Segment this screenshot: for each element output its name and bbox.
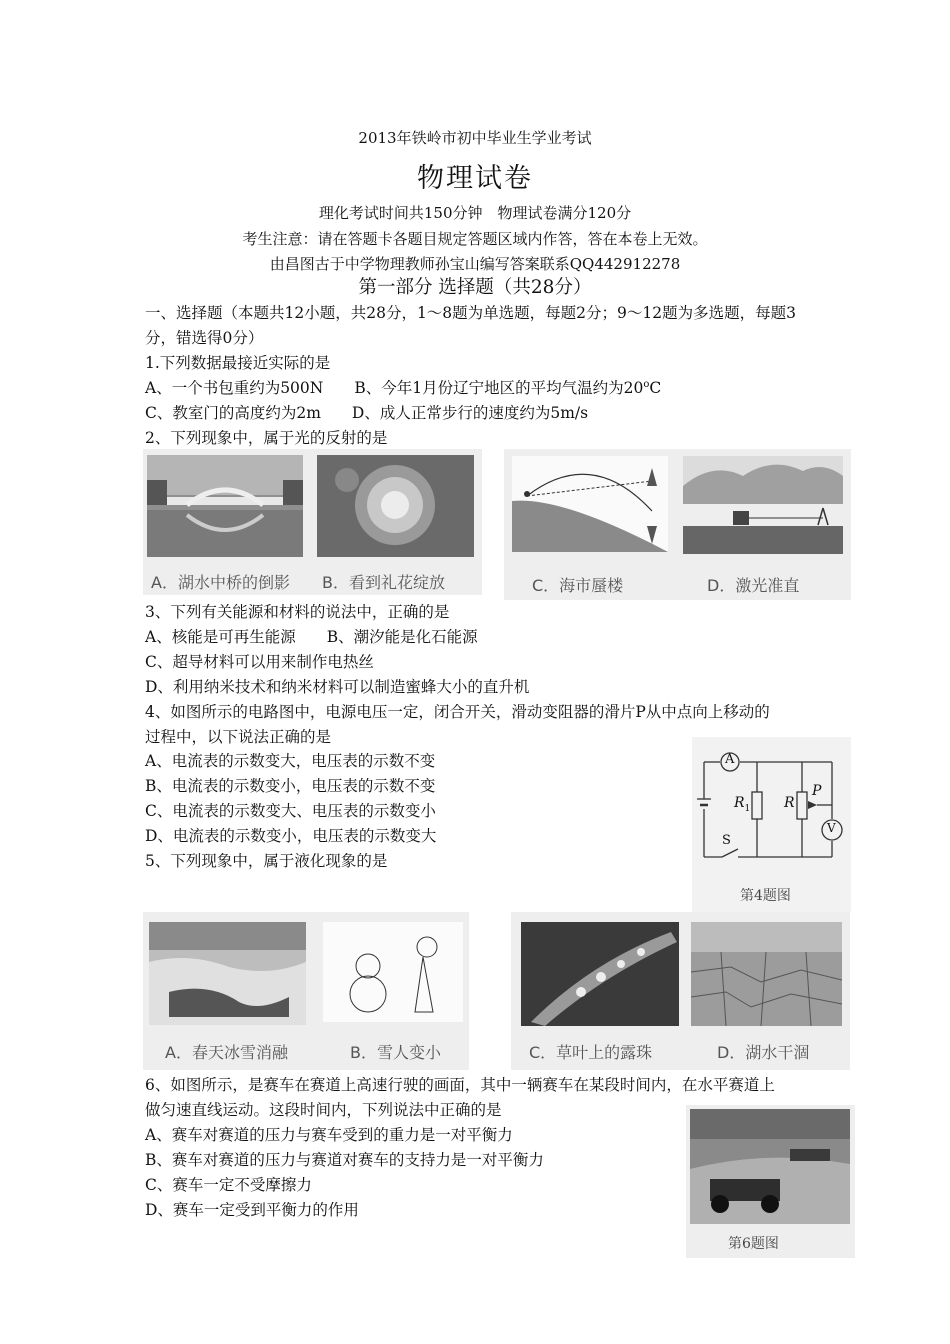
q6-option-b: B、赛车对赛道的压力与赛道对赛车的支持力是一对平衡力 [145, 1151, 544, 1169]
q4-circuit-figure [692, 737, 851, 912]
q3-stem: 3、下列有关能源和材料的说法中，正确的是 [145, 603, 450, 621]
q4-stem-1: 4、如图所示的电路图中，电源电压一定，闭合开关，滑动变阻器的滑片P从中点向上移动的 [145, 703, 770, 721]
q6-stem-2: 做匀速直线运动。这段时间内，下列说法中正确的是 [145, 1101, 502, 1119]
notice: 考生注意：请在答题卡各题目规定答题区域内作答，答在本卷上无效。 [242, 230, 708, 248]
q1-stem: 1.下列数据最接近实际的是 [145, 354, 331, 372]
q4-option-c: C、电流表的示数变大、电压表的示数变小 [145, 802, 436, 820]
fireworks-photo [317, 455, 474, 557]
snowman-drawing [323, 922, 463, 1022]
q2-figure-cd [504, 449, 851, 600]
q4-option-b: B、电流表的示数变小，电压表的示数不变 [145, 777, 436, 795]
r-label: R [784, 795, 795, 811]
q2-stem: 2、下列现象中，属于光的反射的是 [145, 429, 388, 447]
q2-caption-a: A．湖水中桥的倒影 [151, 573, 290, 592]
q4-option-a: A、电流表的示数变大，电压表的示数不变 [145, 752, 436, 770]
q2-caption-c: C．海市蜃楼 [532, 576, 624, 595]
q6-stem-1: 6、如图所示，是赛车在赛道上高速行驶的画面，其中一辆赛车在某段时间内，在水平赛道上 [145, 1076, 775, 1094]
q4-figure-caption: 第4题图 [740, 888, 791, 904]
q1-options-row2: C、教室门的高度约为2m D、成人正常步行的速度约为5m/s [145, 404, 589, 422]
q5-caption-d: D．湖水干涸 [717, 1043, 810, 1062]
q1-options-row1: A、一个书包重约为500N B、今年1月份辽宁地区的平均气温约为20$^o$C [145, 378, 662, 397]
q5-caption-a: A．春天冰雪消融 [165, 1043, 288, 1062]
q5-caption-b: B．雪人变小 [350, 1043, 441, 1062]
mirage-diagram [512, 456, 668, 552]
bridge-photo [147, 455, 303, 557]
q6-option-c: C、赛车一定不受摩擦力 [145, 1176, 312, 1194]
r1-label: $R_1$ [734, 795, 751, 814]
dry-lake-photo [691, 922, 842, 1026]
q5-figure-cd [511, 912, 850, 1070]
ammeter-label: A [725, 752, 735, 767]
q5-stem: 5、下列现象中，属于液化现象的是 [145, 852, 388, 870]
race-car-photo [690, 1109, 850, 1224]
part-title: 第一部分 选择题（共28分） [358, 277, 592, 298]
q3-option-c: C、超导材料可以用来制作电热丝 [145, 653, 374, 671]
q2-figure-ab [143, 449, 482, 595]
q6-figure-caption: 第6题图 [728, 1236, 779, 1252]
voltmeter-label: V [827, 821, 836, 835]
dew-drops-photo [521, 922, 679, 1026]
paper-title: 物理试卷 [417, 163, 533, 194]
q4-option-d: D、电流表的示数变小，电压表的示数变大 [145, 827, 437, 845]
section-instruction-1: 一、选择题（本题共12小题，共28分，1～8题为单选题，每题2分；9～12题为多选题，每题3 [145, 304, 796, 322]
q6-option-d: D、赛车一定受到平衡力的作用 [145, 1201, 359, 1219]
section-instruction-2: 分，错选得0分） [145, 329, 264, 347]
switch-label: S [722, 833, 731, 848]
snow-melting-photo [149, 922, 306, 1025]
q5-figure-ab [143, 912, 469, 1070]
time-info: 理化考试时间共150分钟 物理试卷满分120分 [318, 204, 632, 222]
q5-caption-c: C．草叶上的露珠 [529, 1043, 653, 1062]
q2-caption-b: B．看到礼花绽放 [322, 573, 445, 592]
q2-caption-d: D．激光准直 [707, 576, 800, 595]
q3-option-ab: A、核能是可再生能源 B、潮汐能是化石能源 [145, 628, 478, 646]
q6-option-a: A、赛车对赛道的压力与赛车受到的重力是一对平衡力 [145, 1126, 513, 1144]
exam-title: 2013年铁岭市初中毕业生学业考试 [358, 129, 592, 147]
q3-option-d: D、利用纳米技术和纳米材料可以制造蜜蜂大小的直升机 [145, 678, 530, 696]
p-label: P [812, 783, 822, 799]
q4-stem-2: 过程中，以下说法正确的是 [145, 728, 332, 746]
laser-tunnel-diagram [683, 456, 843, 554]
q6-figure [686, 1105, 855, 1258]
compiler-note: 由昌图古于中学物理教师孙宝山编写答案联系QQ442912278 [269, 255, 681, 273]
